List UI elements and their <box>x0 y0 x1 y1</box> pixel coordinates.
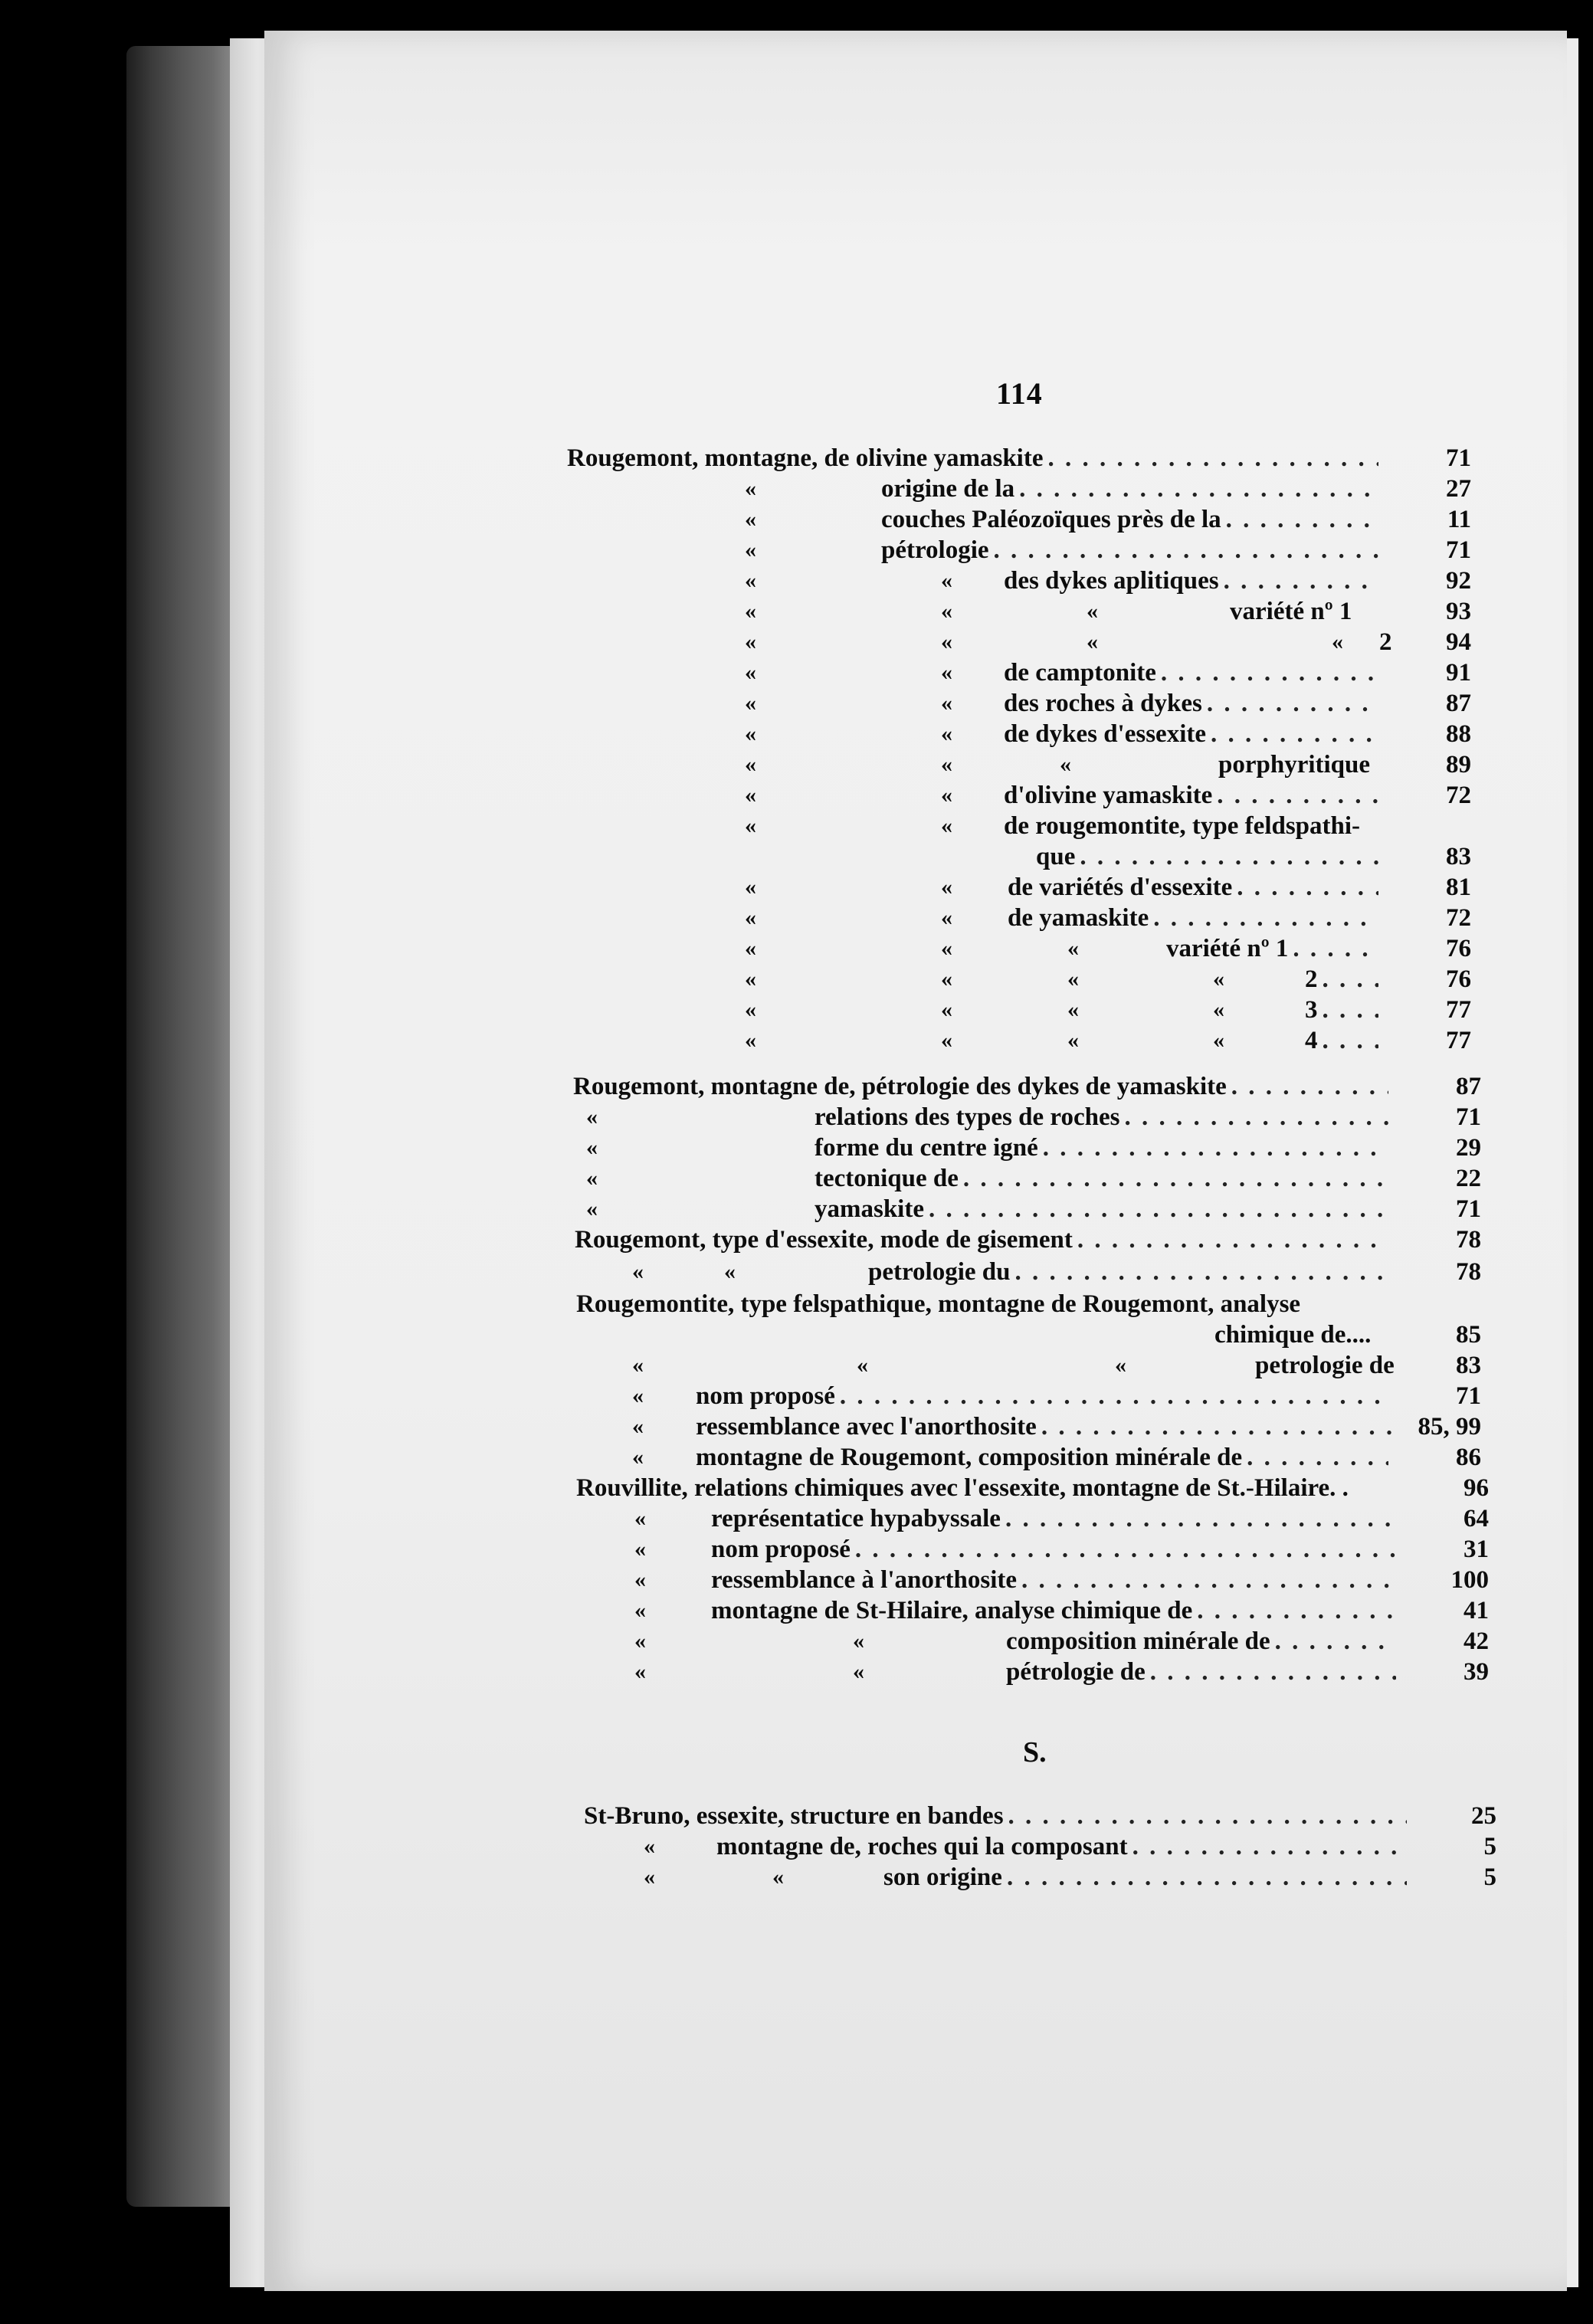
entry-text: relations des types de roches <box>815 1103 1120 1131</box>
ditto-mark: « <box>941 782 952 808</box>
leader-dots <box>1226 504 1378 535</box>
entry-text: 3 <box>1305 996 1318 1024</box>
ditto-mark: « <box>745 629 756 654</box>
leader-dots <box>1014 1257 1388 1287</box>
ditto-mark: « <box>632 1444 644 1470</box>
entry-page: 83 <box>1456 1352 1481 1379</box>
entry-page: 88 <box>1446 720 1471 748</box>
entry-page: 71 <box>1456 1382 1481 1410</box>
entry-text: chimique de.... <box>1214 1321 1372 1349</box>
leader-dots <box>1008 1801 1407 1831</box>
page-number: 114 <box>996 376 1043 411</box>
index-entry <box>1166 933 1383 964</box>
entry-page: 76 <box>1446 935 1471 962</box>
ditto-mark: « <box>745 568 756 593</box>
leader-dots <box>1007 1862 1407 1893</box>
ditto-mark: « <box>632 1259 644 1284</box>
ditto-mark: « <box>634 1598 646 1623</box>
leader-dots <box>1021 1565 1396 1595</box>
ditto-mark: « <box>941 598 952 624</box>
leader-dots <box>1005 1503 1396 1534</box>
ditto-mark: « <box>941 966 952 992</box>
entry-page: 41 <box>1464 1597 1489 1624</box>
entry-text: que <box>1036 843 1076 870</box>
index-entry <box>567 443 1383 474</box>
ditto-mark: « <box>1213 966 1224 992</box>
entry-text: montagne de Rougemont, composition minérale de <box>696 1444 1243 1471</box>
ditto-mark: « <box>1087 598 1098 624</box>
index-entry <box>868 1257 1393 1287</box>
entry-page: 42 <box>1464 1627 1489 1655</box>
ditto-mark: « <box>745 752 756 777</box>
ditto-mark: « <box>632 1352 644 1378</box>
leader-dots <box>1043 1132 1388 1163</box>
ditto-mark: « <box>1213 997 1224 1022</box>
leader-dots <box>994 535 1378 565</box>
entry-text: nom proposé <box>711 1536 851 1563</box>
entry-text: montagne de, roches qui la composant <box>716 1833 1128 1860</box>
ditto-mark: « <box>745 874 756 900</box>
index-entry <box>1004 719 1383 749</box>
leader-dots <box>1080 841 1378 872</box>
index-entry <box>815 1132 1393 1163</box>
index-entry <box>1006 1626 1401 1657</box>
entry-text: petrologie de <box>1255 1352 1395 1379</box>
ditto-mark: « <box>941 1028 952 1053</box>
entry-text: d'olivine yamaskite <box>1004 782 1213 809</box>
index-entry <box>1305 1025 1383 1056</box>
index-entry <box>696 1411 1397 1442</box>
entry-page: 71 <box>1456 1195 1481 1223</box>
entry-text: Rougemont, montagne de, pétrologie des dykes de yamaskite <box>573 1073 1227 1100</box>
entry-text: yamaskite <box>815 1195 924 1223</box>
entry-page: 78 <box>1456 1258 1481 1286</box>
index-entry <box>696 1381 1393 1411</box>
ditto-mark: « <box>1067 997 1079 1022</box>
ditto-mark: « <box>1115 1352 1126 1378</box>
entry-page: 100 <box>1450 1566 1489 1594</box>
entry-text: de camptonite <box>1004 659 1156 687</box>
ditto-mark: « <box>853 1628 864 1654</box>
index-entry <box>711 1595 1401 1626</box>
ditto-mark: « <box>634 1628 646 1654</box>
index-entry <box>1008 903 1383 933</box>
index-entry <box>1006 1657 1401 1687</box>
index-entry <box>576 1473 1404 1503</box>
entry-page: 81 <box>1446 874 1471 901</box>
entry-page: 31 <box>1464 1536 1489 1563</box>
leader-dots <box>1041 1411 1392 1442</box>
entry-page: 89 <box>1446 751 1471 778</box>
leader-dots <box>1323 1025 1379 1056</box>
entry-text: forme du centre igné <box>815 1134 1038 1162</box>
entry-text: composition minérale de <box>1006 1627 1270 1655</box>
ditto-mark: « <box>586 1104 598 1129</box>
entry-text: nom proposé <box>696 1382 835 1410</box>
ditto-mark: « <box>941 721 952 746</box>
entry-text: de variétés d'essexite <box>1008 874 1233 901</box>
entry-text: couches Paléozoïques près de la <box>881 506 1221 533</box>
leader-dots <box>1019 474 1378 504</box>
index-entry-continuation <box>1214 1319 1398 1350</box>
entry-page: 85, 99 <box>1418 1413 1481 1441</box>
entry-text: 2 <box>1305 965 1318 993</box>
index-entry <box>575 1224 1393 1255</box>
leader-dots <box>1293 933 1378 964</box>
entry-text: des dykes aplitiques <box>1004 567 1219 595</box>
ditto-mark: « <box>1067 1028 1079 1053</box>
ditto-mark: « <box>1213 1028 1224 1053</box>
index-entry <box>1004 811 1410 841</box>
entry-page: 5 <box>1483 1833 1496 1860</box>
entry-page: 91 <box>1446 659 1471 687</box>
entry-text: porphyritique <box>1218 751 1371 778</box>
index-entry <box>573 1071 1393 1102</box>
entry-page: 76 <box>1446 965 1471 993</box>
ditto-mark: « <box>1067 936 1079 961</box>
leader-dots <box>1323 995 1379 1025</box>
leader-dots <box>1247 1442 1388 1473</box>
entry-text: des roches à dykes <box>1004 690 1202 717</box>
index-entry <box>711 1565 1401 1595</box>
ditto-mark: « <box>745 598 756 624</box>
index-entry <box>1305 995 1383 1025</box>
ditto-mark: « <box>772 1864 784 1890</box>
entry-page: 85 <box>1456 1321 1481 1349</box>
entry-text: de rougemontite, type feldspathi- <box>1004 812 1361 840</box>
index-entry <box>881 474 1383 504</box>
entry-page: 25 <box>1471 1802 1496 1830</box>
entry-text: origine de la <box>881 475 1015 503</box>
ditto-mark: « <box>634 1506 646 1531</box>
index-entry <box>711 1534 1401 1565</box>
entry-text: Rougemont, montagne, de olivine yamaskite <box>567 444 1044 472</box>
index-entry <box>1004 657 1383 688</box>
index-entry <box>815 1194 1393 1224</box>
index-entry <box>1004 565 1383 596</box>
leader-dots <box>1323 964 1379 995</box>
entry-text: St-Bruno, essexite, structure en bandes <box>584 1802 1004 1830</box>
ditto-mark: « <box>853 1659 864 1684</box>
ditto-mark: « <box>634 1659 646 1684</box>
index-entry <box>1230 596 1398 627</box>
ditto-mark: « <box>941 629 952 654</box>
entry-text: ressemblance avec l'anorthosite <box>696 1413 1037 1441</box>
ditto-mark: « <box>857 1352 868 1378</box>
entry-page: 77 <box>1446 1027 1471 1054</box>
index-entry <box>584 1801 1411 1831</box>
index-entry <box>1218 749 1383 780</box>
index-entry <box>1004 688 1383 719</box>
entry-page: 86 <box>1456 1444 1481 1471</box>
ditto-mark: « <box>632 1383 644 1408</box>
entry-text: pétrologie <box>881 536 989 564</box>
entry-page: 71 <box>1446 536 1471 564</box>
ditto-mark: « <box>745 476 756 501</box>
entry-text: variété nº 1 <box>1166 935 1289 962</box>
ditto-mark: « <box>634 1567 646 1592</box>
ditto-mark: « <box>745 813 756 838</box>
ditto-mark: « <box>745 660 756 685</box>
leader-dots <box>1077 1224 1388 1255</box>
entry-text: variété nº 1 <box>1230 598 1352 625</box>
entry-page: 87 <box>1446 690 1471 717</box>
entry-text: de yamaskite <box>1008 904 1149 932</box>
entry-text: Rougemont, type d'essexite, mode de gisement <box>575 1226 1073 1254</box>
ditto-mark: « <box>632 1414 644 1439</box>
ditto-mark: « <box>941 690 952 716</box>
entry-page: 77 <box>1446 996 1471 1024</box>
ditto-mark: « <box>586 1135 598 1160</box>
leader-dots <box>1211 719 1378 749</box>
entry-page: 64 <box>1464 1505 1489 1532</box>
entry-text: son origine <box>883 1863 1002 1891</box>
entry-page: 22 <box>1456 1165 1481 1192</box>
index-entry <box>815 1163 1393 1194</box>
index-entry <box>576 1289 1419 1319</box>
entry-text: petrologie du <box>868 1258 1011 1286</box>
leader-dots <box>1217 780 1378 811</box>
entry-page: 11 <box>1447 506 1471 533</box>
index-entry <box>1008 872 1383 903</box>
entry-text: de dykes d'essexite <box>1004 720 1206 748</box>
leader-dots <box>1224 565 1378 596</box>
entry-text: 4 <box>1305 1027 1318 1054</box>
entry-page: 72 <box>1446 904 1471 932</box>
entry-text: tectonique de <box>815 1165 959 1192</box>
entry-page: 96 <box>1464 1474 1489 1502</box>
ditto-mark: « <box>634 1536 646 1562</box>
ditto-mark: « <box>941 997 952 1022</box>
ditto-mark: « <box>586 1196 598 1221</box>
leader-dots <box>1275 1626 1396 1657</box>
entry-page: 71 <box>1456 1103 1481 1131</box>
leader-dots <box>1150 1657 1396 1687</box>
leader-dots <box>1048 443 1379 474</box>
ditto-mark: « <box>1067 966 1079 992</box>
leader-dots <box>963 1163 1388 1194</box>
ditto-mark: « <box>941 905 952 930</box>
entry-text: montagne de St-Hilaire, analyse chimique de <box>711 1597 1193 1624</box>
entry-page: 27 <box>1446 475 1471 503</box>
section-heading: S. <box>1023 1736 1047 1768</box>
leader-dots <box>929 1194 1388 1224</box>
entry-page: 93 <box>1446 598 1471 625</box>
ditto-mark: « <box>941 813 952 838</box>
entry-text: ressemblance à l'anorthosite <box>711 1566 1018 1594</box>
index-entry <box>883 1862 1411 1893</box>
ditto-mark: « <box>941 874 952 900</box>
index-entry <box>881 535 1383 565</box>
leader-dots <box>1231 1071 1388 1102</box>
ditto-mark: « <box>941 752 952 777</box>
ditto-mark: « <box>745 690 756 716</box>
ditto-mark: « <box>941 936 952 961</box>
entry-page: 72 <box>1446 782 1471 809</box>
ditto-mark: « <box>1332 629 1343 654</box>
leader-dots <box>840 1381 1388 1411</box>
ditto-mark: « <box>586 1165 598 1191</box>
entry-page: 39 <box>1464 1658 1489 1686</box>
ditto-mark: « <box>745 721 756 746</box>
ditto-mark: « <box>745 537 756 562</box>
ditto-mark: « <box>644 1834 655 1859</box>
index-entry <box>881 504 1383 535</box>
entry-page: 71 <box>1446 444 1471 472</box>
entry-text: Rougemontite, type felspathique, montagne de Rougemont, analyse <box>576 1290 1301 1318</box>
ditto-mark: « <box>724 1259 736 1284</box>
entry-page: 29 <box>1456 1134 1481 1162</box>
leader-dots <box>1161 657 1378 688</box>
entry-text: pétrologie de <box>1006 1658 1146 1686</box>
entry-page: 87 <box>1456 1073 1481 1100</box>
ditto-mark: « <box>745 936 756 961</box>
ditto-mark: « <box>745 905 756 930</box>
entry-page: 78 <box>1456 1226 1481 1254</box>
leader-dots <box>1207 688 1378 719</box>
index-entry <box>815 1102 1393 1132</box>
index-entry-continuation <box>1036 841 1383 872</box>
leader-dots <box>1153 903 1378 933</box>
leader-dots <box>1132 1831 1407 1862</box>
ditto-mark: « <box>1060 752 1071 777</box>
index-entry <box>1255 1350 1408 1381</box>
entry-text: représentatice hypabyssale <box>711 1505 1001 1532</box>
ditto-mark: « <box>745 782 756 808</box>
ditto-mark: « <box>1087 629 1098 654</box>
entry-text: 2 <box>1379 628 1392 656</box>
entry-page: 94 <box>1446 628 1471 656</box>
ditto-mark: « <box>745 966 756 992</box>
index-entry <box>1305 964 1383 995</box>
ditto-mark: « <box>745 1028 756 1053</box>
index-entry <box>716 1831 1411 1862</box>
entry-page: 83 <box>1446 843 1471 870</box>
ditto-mark: « <box>745 997 756 1022</box>
entry-text: Rouvillite, relations chimiques avec l'essexite, montagne de St.-Hilaire. . <box>576 1474 1349 1502</box>
ditto-mark: « <box>941 660 952 685</box>
ditto-mark: « <box>745 506 756 532</box>
entry-page: 92 <box>1446 567 1471 595</box>
ditto-mark: « <box>941 568 952 593</box>
leader-dots <box>1197 1595 1396 1626</box>
ditto-mark: « <box>644 1864 655 1890</box>
entry-page: 5 <box>1483 1863 1496 1891</box>
index-entry <box>711 1503 1401 1534</box>
leader-dots <box>1237 872 1378 903</box>
leader-dots <box>1124 1102 1388 1132</box>
index-entry <box>1004 780 1383 811</box>
index-entry <box>696 1442 1393 1473</box>
leader-dots <box>855 1534 1396 1565</box>
